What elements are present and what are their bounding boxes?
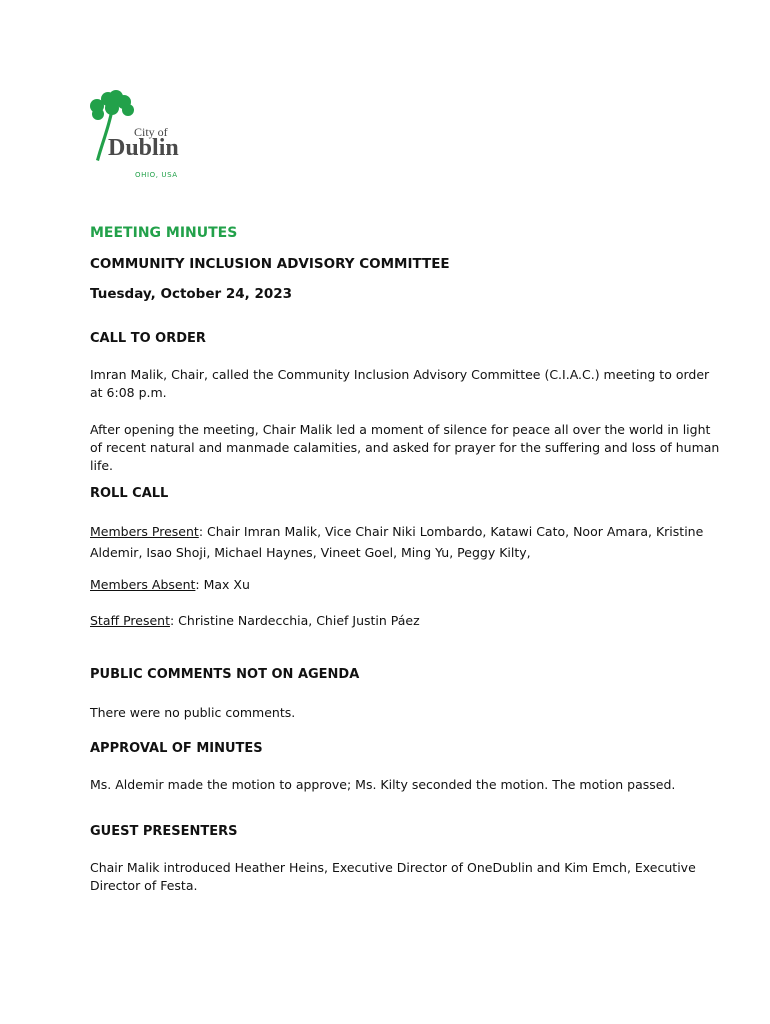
staff-present-label: Staff Present — [90, 613, 170, 628]
guest-presenters-heading: GUEST PRESENTERS — [90, 824, 238, 839]
approval-of-minutes-heading: APPROVAL OF MINUTES — [90, 741, 263, 756]
public-comments-heading: PUBLIC COMMENTS NOT ON AGENDA — [90, 667, 360, 682]
approval-of-minutes-text: Ms. Aldemir made the motion to approve; Ms. Kilty seconded the motion. The motion passed. — [90, 777, 676, 792]
committee-name: COMMUNITY INCLUSION ADVISORY COMMITTEE — [90, 256, 450, 272]
moment-of-silence-paragraph: After opening the meeting, Chair Malik led a moment of silence for peace all over the world in light of recent natural and manmade calamities, and asked for prayer for the suffering and loss of human life. — [90, 422, 720, 473]
public-comments-text: There were no public comments. — [90, 705, 296, 720]
members-present-list: : Chair Imran Malik, Vice Chair Niki Lombardo, Katawi Cato, Noor Amara, Kristine Aldemir, Isao Shoji, Michael Haynes, Vineet Goel, Ming Yu, Peggy Kilty, — [90, 524, 704, 560]
logo-city-of: City of — [134, 125, 168, 139]
meeting-date: Tuesday, October 24, 2023 — [90, 286, 293, 302]
members-absent — [90, 576, 720, 594]
page-title: MEETING MINUTES — [90, 225, 238, 241]
logo-ohio-usa: OHIO, USA — [135, 171, 178, 179]
staff-present-list: : Christine Nardecchia, Chief Justin Páez — [169, 613, 420, 628]
minutes-document — [90, 224, 720, 895]
call-to-order-paragraph: Imran Malik, Chair, called the Community Inclusion Advisory Committee (C.I.A.C.) meeting to order at 6:08 p.m. — [90, 367, 710, 400]
city-of-dublin-logo — [88, 90, 198, 185]
roll-call-heading: ROLL CALL — [90, 486, 169, 501]
logo-dublin: Dublin — [108, 135, 179, 161]
members-absent-list: : Max Xu — [195, 577, 250, 592]
call-to-order-heading: CALL TO ORDER — [90, 331, 206, 346]
members-present-label: Members Present — [90, 524, 199, 539]
members-present — [90, 521, 720, 563]
members-absent-label: Members Absent — [90, 577, 196, 592]
staff-present — [90, 612, 720, 630]
guest-presenters-text: Chair Malik introduced Heather Heins, Executive Director of OneDublin and Kim Emch, Executive Director of Festa. — [90, 860, 696, 893]
